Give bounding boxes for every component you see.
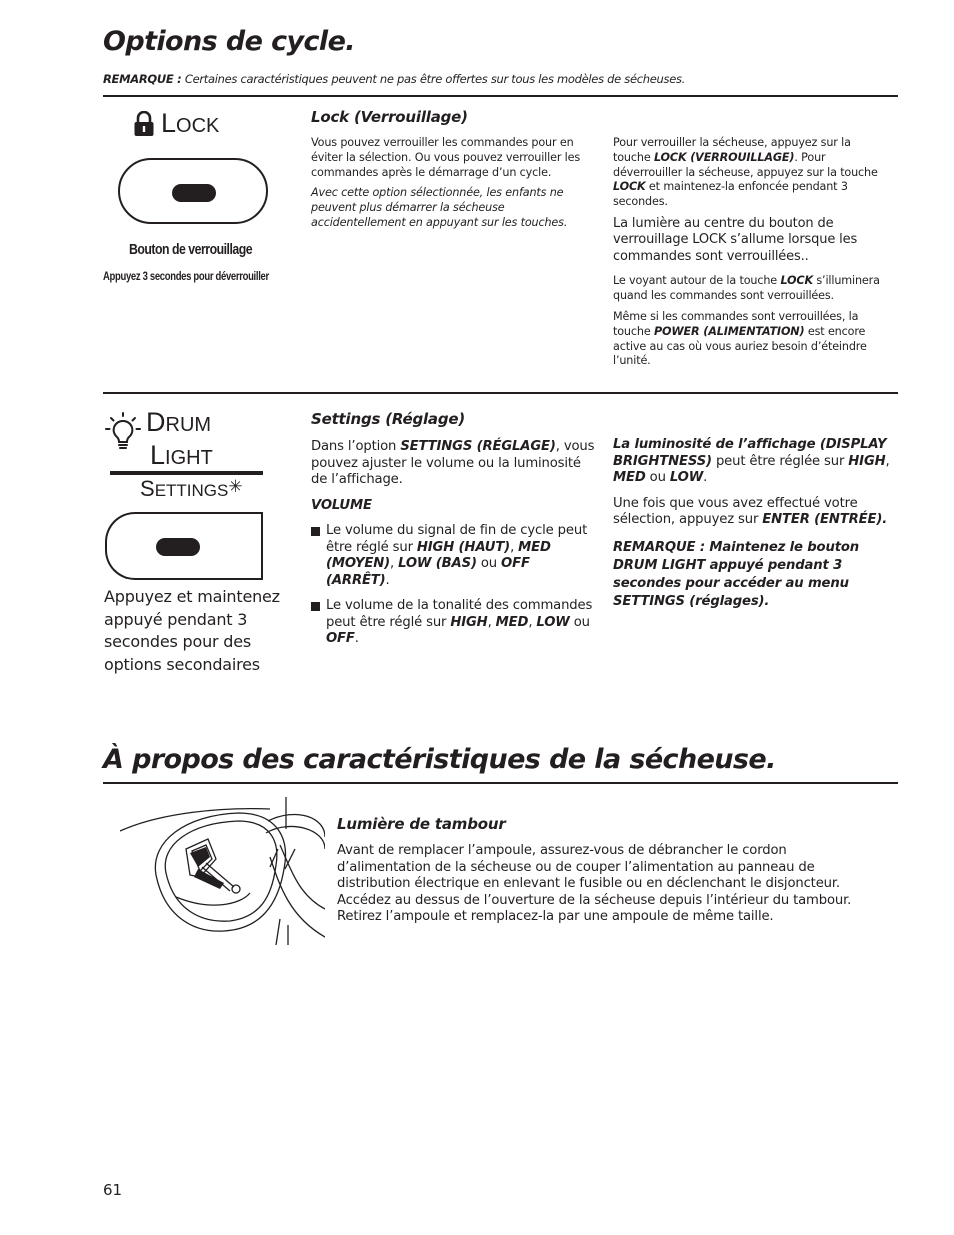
lock-subtitle: Lock (Verrouillage) [311, 108, 468, 126]
section-title: À propos des caractéristiques de la sécheuse. [103, 744, 776, 775]
divider [103, 782, 898, 784]
remark [103, 72, 903, 86]
drum-light-button-light [156, 538, 200, 556]
lock-power-note: Même si les commandes sont verrouillées, la touche POWER (ALIMENTATION) est encore active au cas où vous auriez besoin d’éteindre l’unité. [613, 310, 867, 368]
lock-button-light [172, 184, 216, 202]
lock-left-column [311, 136, 581, 231]
page-number: 61 [103, 1181, 123, 1199]
settings-star-icon: ✳ [228, 477, 243, 496]
drum-light-button-caption: Appuyez et maintenez appuyé pendant 3 secondes pour des options secondaires [104, 587, 280, 674]
lock-button-caption: Bouton de verrouillage [129, 241, 253, 258]
lock-instructions: Pour verrouiller la sécheuse, appuyez sur la touche LOCK (VERROUILLAGE). Pour déverrouiller la sécheuse, appuyez sur la touche LOCK et maintenez-la enfoncée pendant 3 secondes. [613, 136, 878, 209]
settings-subtitle: Settings (Réglage) [311, 410, 466, 428]
settings-intro: Dans l’option SETTINGS (RÉGLAGE), vous pouvez ajuster le volume ou la luminosité de l’affichage. [311, 439, 595, 487]
settings-heading: SETTINGS✳ [140, 476, 243, 501]
drum-light-illustration [120, 797, 325, 945]
settings-left-column [311, 439, 596, 648]
drum-light-remark: REMARQUE : Maintenez le bouton DRUM LIGHT appuyé pendant 3 secondes pour accéder au menu SETTINGS (réglages). [613, 539, 860, 609]
drum-light-text: Avant de remplacer l’ampoule, assurez-vous de débrancher le cordon d’alimentation de la sécheuse ou de couper l’alimentation au panneau de distribution électrique en enlevant le fusible ou en déclenchant le disjoncteur. Accédez au dessus de l’ouverture de la sécheuse depuis l’intérieur du tambour. Retirez l’ampoule et remplacez-la par une ampoule de même taille. [337, 843, 852, 924]
lock-light-note: La lumière au centre du bouton de verrouillage LOCK s’allume lorsque les commandes sont verrouillées.. [613, 215, 858, 264]
padlock-icon [133, 111, 155, 137]
settings-divider [110, 471, 263, 475]
lock-paragraph-italic: Avec cette option sélectionnée, les enfants ne peuvent plus démarrer la sécheuse accidentellement en appuyant sur les touches. [311, 186, 568, 229]
page-title: Options de cycle. [103, 26, 355, 57]
lock-indicator-note: Le voyant autour de la touche LOCK s’illuminera quand les commandes sont verrouillées. [613, 274, 880, 303]
remark-text: Certaines caractéristiques peuvent ne pas être offertes sur tous les modèles de sécheuses. [184, 72, 686, 86]
drum-light-subtitle: Lumière de tambour [337, 815, 506, 833]
list-item: Le volume de la tonalité des commandes peut être réglé sur HIGH, MED, LOW ou OFF. [311, 598, 596, 648]
lock-paragraph: Vous pouvez verrouiller les commandes pour en éviter la sélection. Ou vous pouvez verrouiller les commandes après le démarrage d’un cycle. [311, 136, 581, 179]
lock-button-subcaption: Appuyez 3 secondes pour déverrouiller [103, 269, 269, 283]
drum-light-heading: DRUM LIGHT [146, 407, 213, 470]
drum-light-button[interactable] [105, 512, 261, 580]
lock-heading: LOCK [133, 110, 219, 137]
divider [103, 392, 898, 394]
enter-note: Une fois que vous avez effectué votre sélection, appuyez sur ENTER (ENTRÉE). [613, 495, 888, 527]
brightness-note: La luminosité de l’affichage (DISPLAY BRIGHTNESS) peut être réglée sur HIGH, MED ou LOW. [613, 437, 890, 485]
lightbulb-icon [104, 412, 142, 456]
remark-label: REMARQUE : [103, 72, 182, 86]
lock-right-column [613, 136, 891, 369]
list-item: Le volume du signal de fin de cycle peut être réglé sur HIGH (HAUT), MED (MOYEN), LOW (BAS) ou OFF (ARRÊT). [311, 523, 596, 589]
lock-button[interactable] [118, 158, 268, 224]
volume-label: VOLUME [311, 497, 372, 513]
divider [103, 95, 898, 97]
settings-right-column [613, 437, 895, 611]
